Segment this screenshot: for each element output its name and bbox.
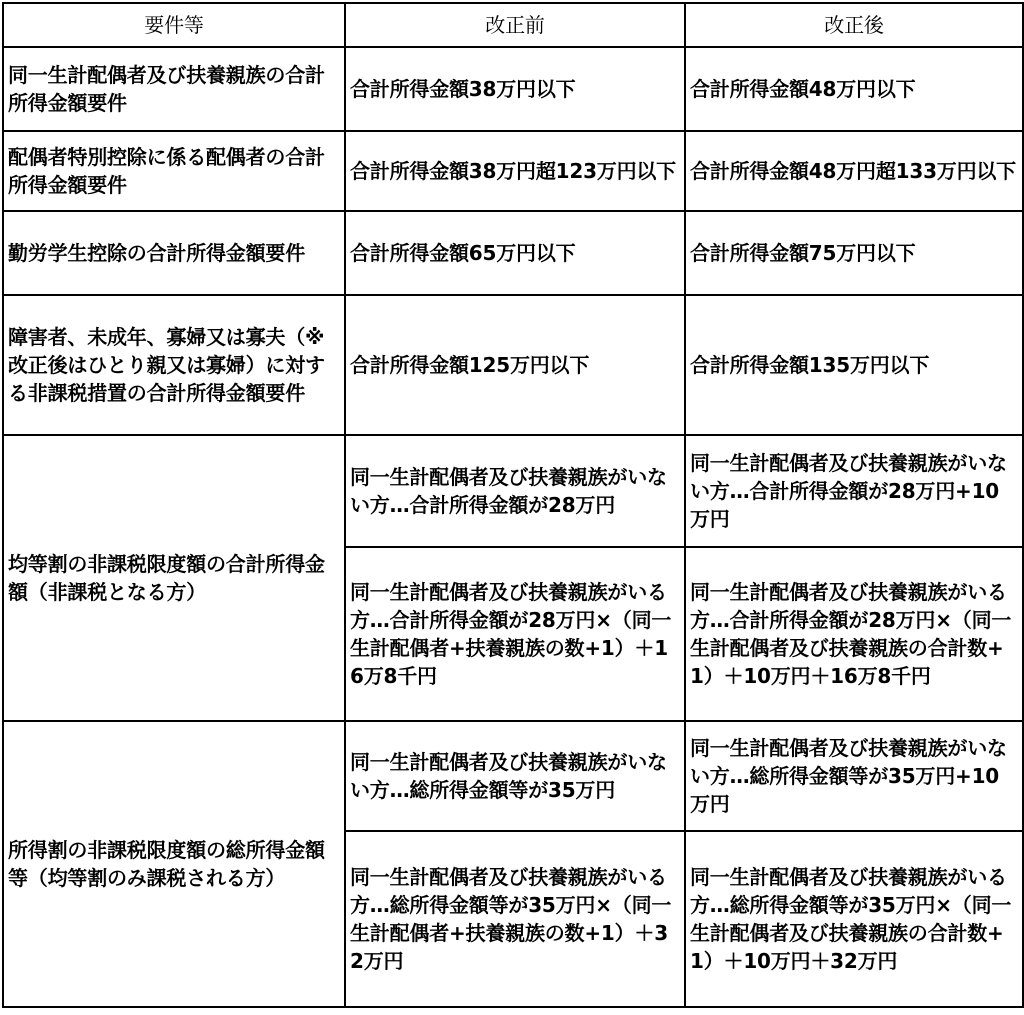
table-header-row [3, 3, 1023, 47]
requirement-cell: 勤労学生控除の合計所得金額要件 [3, 211, 345, 295]
before-cell: 合計所得金額125万円以下 [345, 295, 685, 435]
table-row [3, 721, 1023, 831]
requirement-cell: 配偶者特別控除に係る配偶者の合計所得金額要件 [3, 131, 345, 211]
before-cell: 同一生計配偶者及び扶養親族がいない方…総所得金額等が35万円 [345, 721, 685, 831]
after-cell: 合計所得金額48万円超133万円以下 [685, 131, 1023, 211]
requirement-cell: 所得割の非課税限度額の総所得金額等（均等割のみ課税される方） [3, 721, 345, 1007]
after-cell: 同一生計配偶者及び扶養親族がいない方…総所得金額等が35万円+10万円 [685, 721, 1023, 831]
before-cell: 同一生計配偶者及び扶養親族がいる方…総所得金額等が35万円×（同一生計配偶者+扶養親族の数+1）＋32万円 [345, 831, 685, 1007]
before-cell: 同一生計配偶者及び扶養親族がいる方…合計所得金額が28万円×（同一生計配偶者+扶養親族の数+1）＋16万8千円 [345, 547, 685, 721]
header-requirement: 要件等 [3, 3, 345, 47]
before-cell: 合計所得金額65万円以下 [345, 211, 685, 295]
after-cell: 同一生計配偶者及び扶養親族がいる方…総所得金額等が35万円×（同一生計配偶者及び扶養親族の合計数+1）＋10万円＋32万円 [685, 831, 1023, 1007]
table-row [3, 47, 1023, 131]
table-row [3, 131, 1023, 211]
before-cell: 同一生計配偶者及び扶養親族がいない方…合計所得金額が28万円 [345, 435, 685, 547]
before-cell: 合計所得金額38万円以下 [345, 47, 685, 131]
table-row [3, 211, 1023, 295]
requirement-cell: 障害者、未成年、寡婦又は寡夫（※改正後はひとり親又は寡婦）に対する非課税措置の合計所得金額要件 [3, 295, 345, 435]
after-cell: 同一生計配偶者及び扶養親族がいる方…合計所得金額が28万円×（同一生計配偶者及び扶養親族の合計数+1）＋10万円＋16万8千円 [685, 547, 1023, 721]
after-cell: 合計所得金額48万円以下 [685, 47, 1023, 131]
table-row [3, 295, 1023, 435]
after-cell: 合計所得金額75万円以下 [685, 211, 1023, 295]
header-before-revision: 改正前 [345, 3, 685, 47]
header-after-revision: 改正後 [685, 3, 1023, 47]
tax-revision-comparison-table [2, 2, 1024, 1008]
requirement-cell: 同一生計配偶者及び扶養親族の合計所得金額要件 [3, 47, 345, 131]
before-cell: 合計所得金額38万円超123万円以下 [345, 131, 685, 211]
after-cell: 合計所得金額135万円以下 [685, 295, 1023, 435]
after-cell: 同一生計配偶者及び扶養親族がいない方…合計所得金額が28万円+10万円 [685, 435, 1023, 547]
requirement-cell: 均等割の非課税限度額の合計所得金額（非課税となる方） [3, 435, 345, 721]
table-row [3, 435, 1023, 547]
